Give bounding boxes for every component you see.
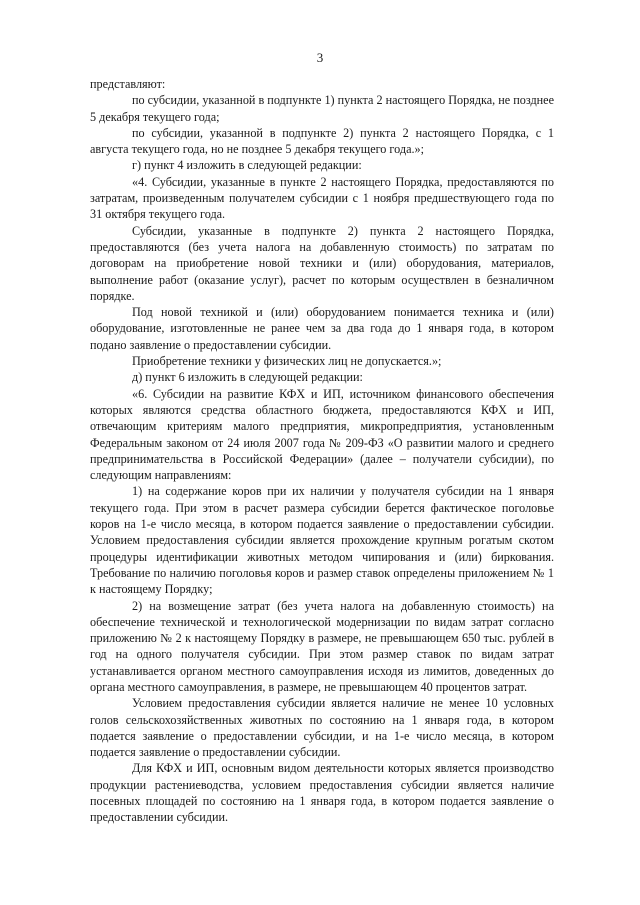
paragraph-direction-1: 1) на содержание коров при их наличии у получателя субсидии на 1 января текущего года. При этом в расчет размера субсидии берется фактическое поголовье коров на 1-е число месяца, в котором подается заявление о предоставлении субсидии. Условием предоставления субсидии является прохождение крупным рогатым скотом процедуры идентификации животных методом чипирования и (или) биркования. Требование по наличию поголовья коров и размер ставок определены приложением № 1 к настоящему Порядку; xyxy=(90,484,554,597)
paragraph-intro: представляют: xyxy=(90,77,166,91)
paragraph-subsidy-2: по субсидии, указанной в подпункте 2) пункта 2 настоящего Порядка, с 1 августа текущего года, но не позднее 5 декабря текущего года.»; xyxy=(90,125,554,157)
paragraph-subsidy-1: по субсидии, указанной в подпункте 1) пункта 2 настоящего Порядка, не позднее 5 декабря текущего года; xyxy=(90,93,554,124)
paragraph-clause-6: «6. Субсидии на развитие КФХ и ИП, источником финансового обеспечения которых являются средства областного бюджета, предоставляются КФХ и ИП, отвечающим критериям малого предприятия, микропредприятия, установленным Федеральным законом от 24 июля 2007 года № 209-ФЗ «О развитии малого и среднего предпринимательства в Российской Федерации» (далее – получатели субсидии), по следующим направлениям: xyxy=(90,386,554,483)
page-number: 3 xyxy=(316,50,324,65)
paragraph-item-d: д) пункт 6 изложить в следующей редакции: xyxy=(132,370,363,385)
paragraph-condition-livestock: Условием предоставления субсидии является наличие не менее 10 условных голов сельскохозяйственных животных по состоянию на 1 января года, в котором подается заявление о предоставлении субсидии, и на 1-е число месяца, в котором подается заявление о предоставлении субсидии. xyxy=(90,696,554,760)
paragraph-item-g: г) пункт 4 изложить в следующей редакции: xyxy=(132,158,362,173)
paragraph-direction-2: 2) на возмещение затрат (без учета налога на добавленную стоимость) на обеспечение технической и технологической модернизации по видам затрат согласно приложению № 2 к настоящему Порядку в размере, не превышающем 650 тыс. рублей в год на одного получателя субсидии. При этом размер ставок по видам затрат устанавливается органом местного самоуправления исходя из лимитов, доведенных до органа местного самоуправления, в размере, не превышающем 40 процентов затрат. xyxy=(90,598,554,694)
paragraph-condition-crops: Для КФХ и ИП, основным видом деятельности которых является производство продукции растениеводства, условием предоставления субсидии является наличие посевных площадей по состоянию на 1 января года, в котором подается заявление о предоставлении субсидии. xyxy=(90,761,554,825)
paragraph-new-equipment: Под новой техникой и (или) оборудованием понимается техника и (или) оборудование, изготовленные не ранее чем за два года до 1 января года, в котором подано заявление о предоставлении субсидии. xyxy=(90,305,554,352)
paragraph-individuals: Приобретение техники у физических лиц не допускается.»; xyxy=(132,354,442,369)
document-body xyxy=(90,76,554,826)
paragraph-subsidies-vat: Субсидии, указанные в подпункте 2) пункта 2 настоящего Порядка, предоставляются (без учета налога на добавленную стоимость) по затратам по договорам на приобретение новой техники и (или) оборудования, материалов, выполнение работ (оказание услуг), расчет по которым осуществлен в безналичном порядке. xyxy=(90,223,554,303)
paragraph-clause-4: «4. Субсидии, указанные в пункте 2 настоящего Порядка, предоставляются по затратам, произведенным получателем субсидии с 1 ноября предшествующего года по 31 октября текущего года. xyxy=(90,174,554,222)
